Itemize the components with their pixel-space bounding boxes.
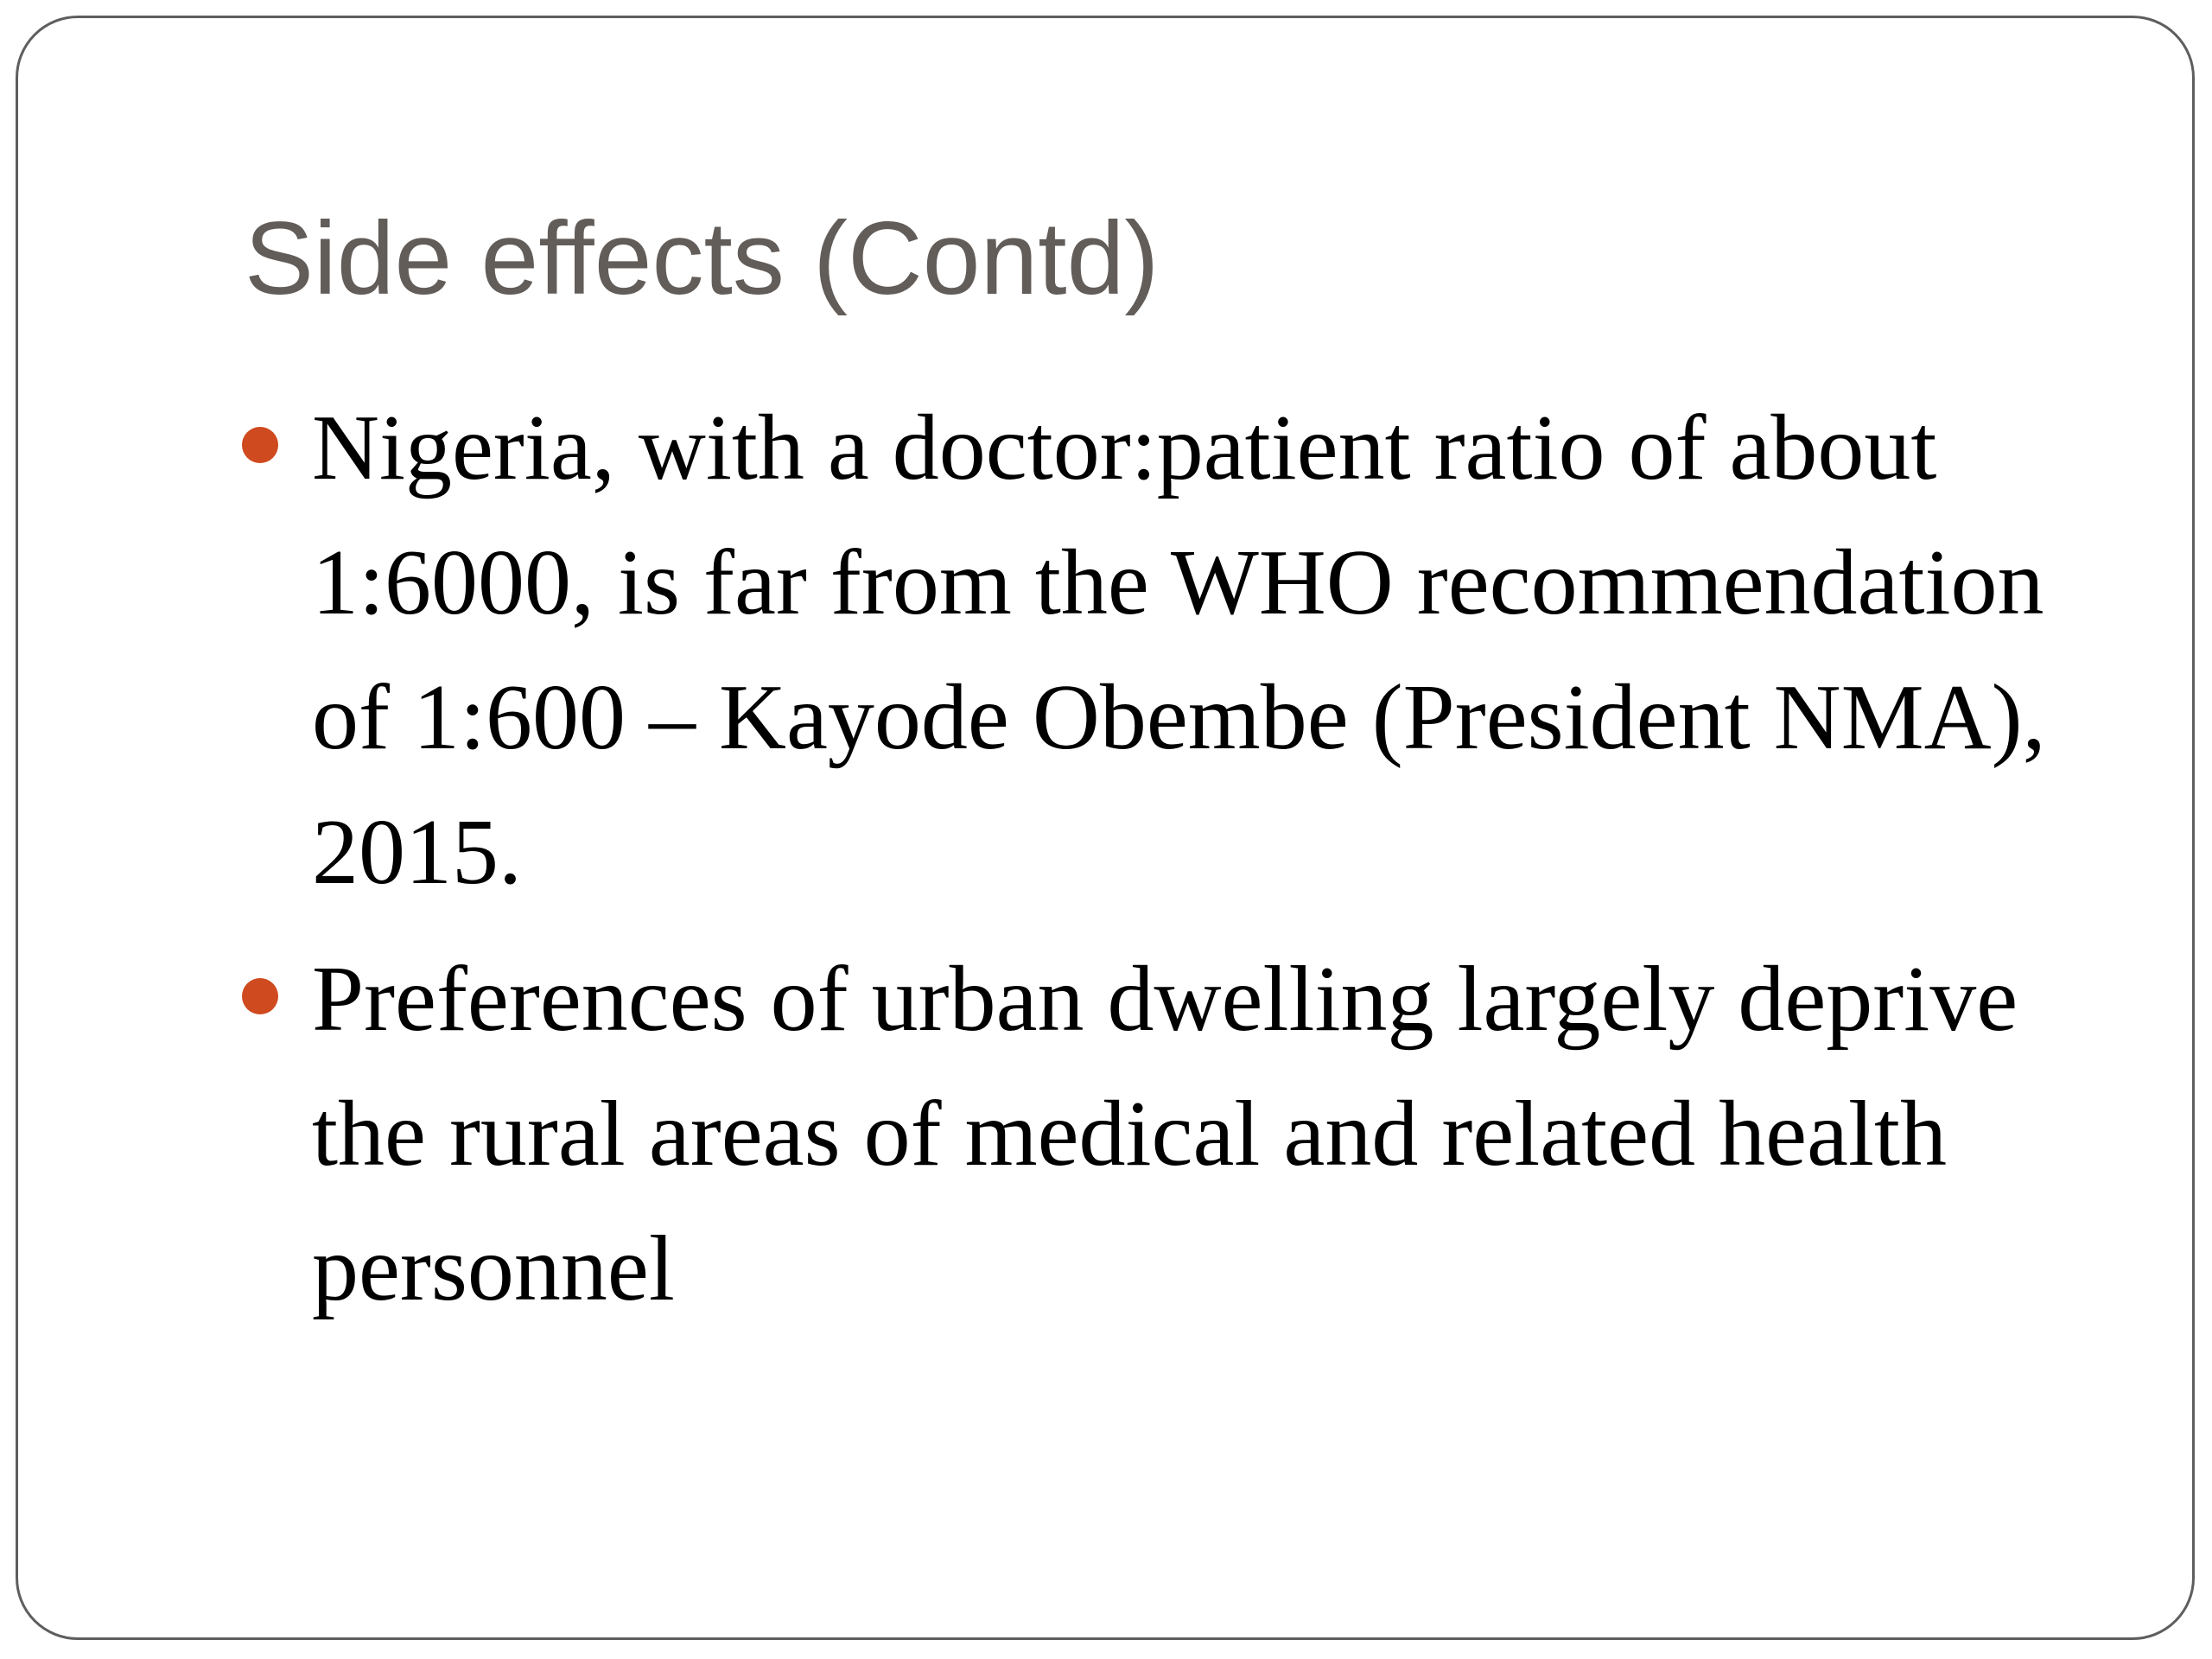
bullet-item xyxy=(312,932,2126,1337)
bullet-list xyxy=(312,381,2126,1349)
bullet-text: Nigeria, with a doctor:patient ratio of about 1:6000, is far from the WHO recommendation of 1:600 – Kayode Obembe (President NMA), 2015. xyxy=(312,397,2046,904)
bullet-item xyxy=(312,381,2126,920)
slide-frame xyxy=(16,16,2195,1640)
bullet-dot-icon xyxy=(242,427,278,463)
slide-title: Side effects (Contd) xyxy=(245,200,1160,316)
bullet-dot-icon xyxy=(242,978,278,1014)
bullet-text: Preferences of urban dwelling largely deprive the rural areas of medical and related health personnel xyxy=(312,948,2018,1320)
